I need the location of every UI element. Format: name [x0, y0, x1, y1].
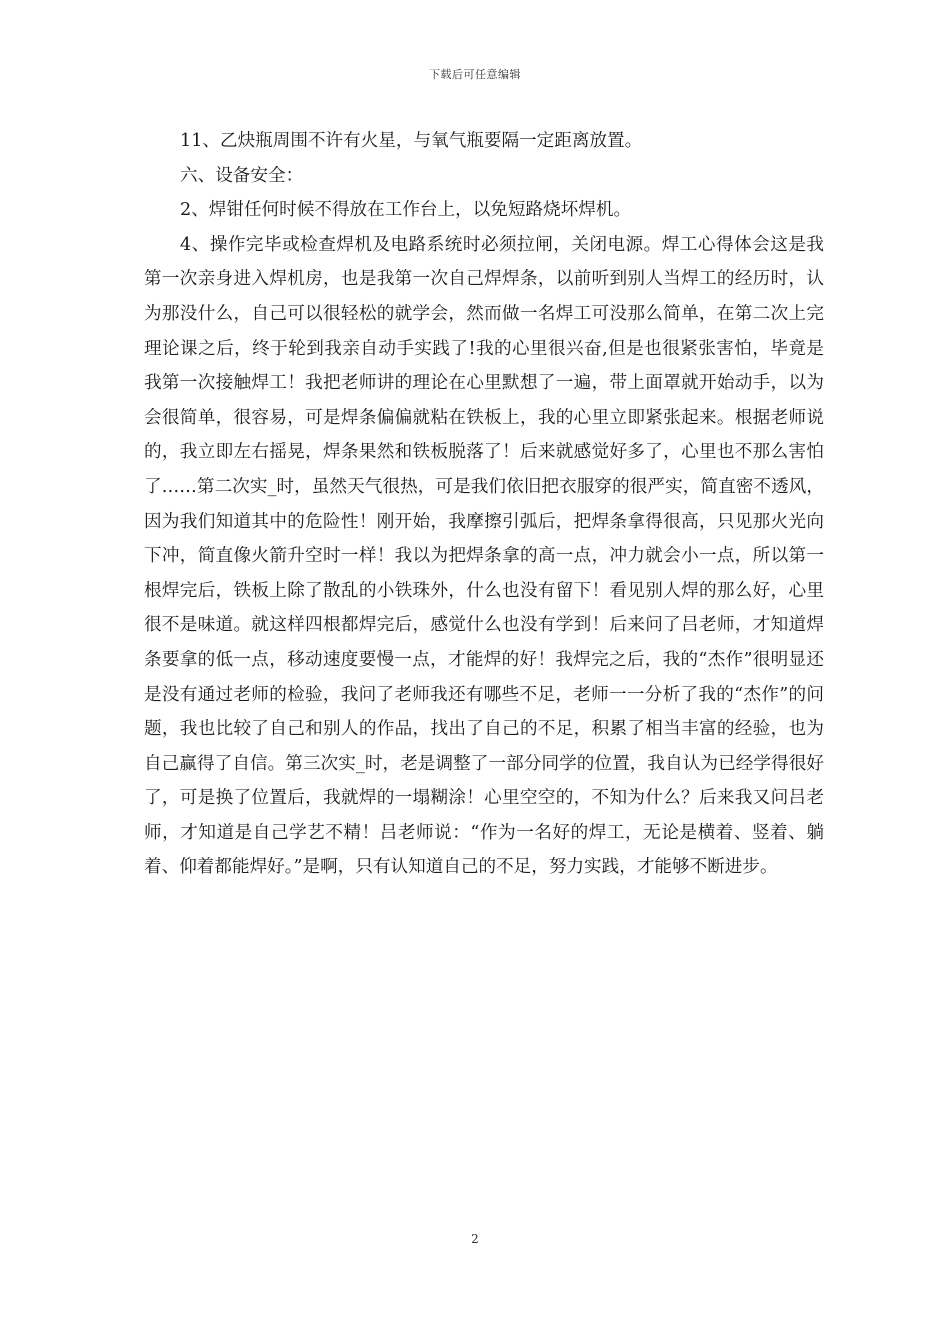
page-number: 2 [471, 1232, 479, 1246]
section-heading-equipment-safety: 六、设备安全： [180, 165, 304, 186]
paragraph-welding-experience: 4、操作完毕或检查焊机及电路系统时必须拉闸，关闭电源。焊工心得体会这是我第一次亲身进入焊机房，也是我第一次自己焊焊条，以前听到别人当焊工的经历时，认为那没什么，自己可以很轻松的就学会，然而做一名焊工可没那么简单，在第二次上完理论课之后，终于轮到我亲自动手实践了!我的心里很兴奋,但是也很紧张害怕，毕竟是我第一次接触焊工！我把老师讲的理论在心里默想了一遍，带上面罩就开始动手，以为会很简单，很容易，可是焊条偏偏就粘在铁板上，我的心里立即紧张起来。根据老师说的，我立即左右摇晃，焊条果然和铁板脱落了！后来就感觉好多了，心里也不那么害怕了……第二次实_时，虽然天气很热，可是我们依旧把衣服穿的很严实，简直密不透风，因为我们知道其中的危险性！刚开始，我摩擦引弧后，把焊条拿得很高，只见那火光向下冲，简直像火箭升空时一样！我以为把焊条拿的高一点，冲力就会小一点，所以第一根焊完后，铁板上除了散乱的小铁珠外，什么也没有留下！看见别人焊的那么好，心里很不是味道。就这样四根都焊完后，感觉什么也没有学到！后来问了吕老师，才知道焊条要拿的低一点，移动速度要慢一点，才能焊的好！我焊完之后，我的“杰作”很明显还是没有通过老师的检验，我问了老师我还有哪些不足，老师一一分析了我的“杰作”的问题，我也比较了自己和别人的作品，找出了自己的不足，积累了相当丰富的经验，也为自己赢得了自信。第三次实_时，老是调整了一部分同学的位置，我自认为已经学得很好了，可是换了位置后，我就焊的一塌糊涂！心里空空的，不知为什么？后来我又问吕老师，才知道是自己学艺不精！吕老师说：“作为一名好的焊工，无论是横着、竖着、躺着、仰着都能焊好。”是啊，只有认知道自己的不足，努力实践，才能够不断进步。 [144, 234, 824, 878]
page-header: 下载后可任意编辑 [429, 68, 521, 81]
paragraph-welding-clamp-rule: 2、焊钳任何时候不得放在工作台上，以免短路烧坏焊机。 [180, 200, 632, 221]
paragraph-acetylene-rule: 11、乙炔瓶周围不许有火星，与氧气瓶要隔一定距离放置。 [180, 131, 643, 151]
document-body [144, 124, 824, 885]
